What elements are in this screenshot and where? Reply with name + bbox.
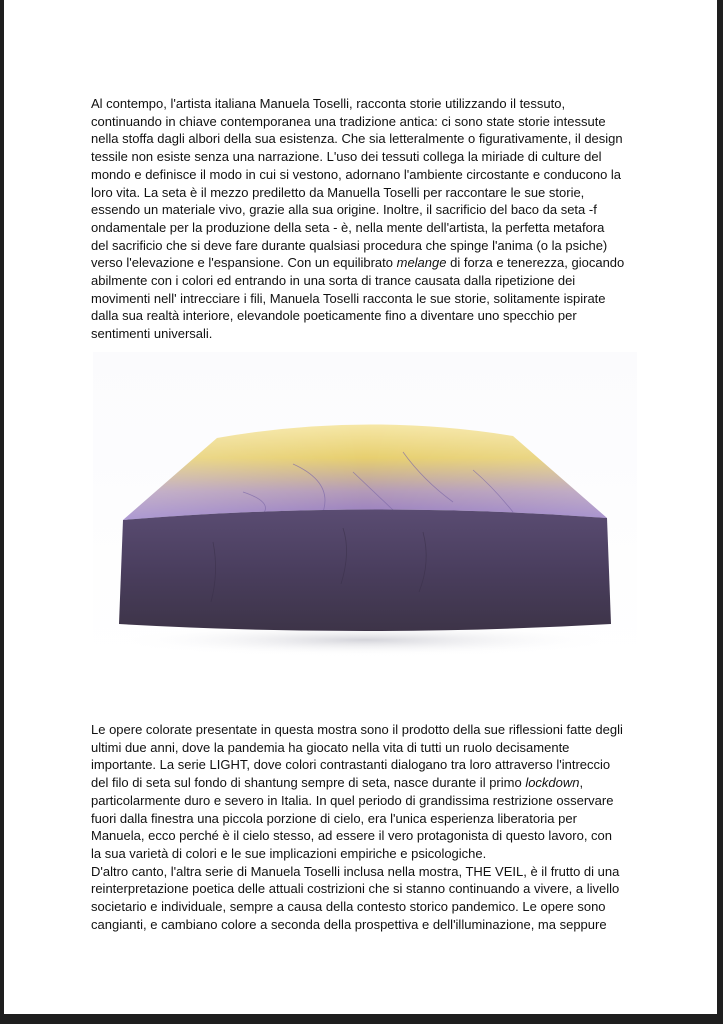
text-line: fuori dalla finestra una piccola porzione di cielo, era l'unica esperienza liberatoria per	[91, 810, 577, 826]
italic-term-lockdown: lockdown	[525, 775, 580, 791]
text-line: ultimi due anni, dove la pandemia ha giocato nella vita di tutti un ruolo decisamente	[91, 739, 570, 755]
text-line: Manuela, ecco perché è il cielo stesso, ad essere il vero protagonista di questo lavoro, con	[91, 828, 613, 844]
text-line: societario e individuale, sempre a causa della contesto storico pandemico. Le opere sono	[91, 899, 606, 915]
text-line: del sacrificio che si deve fare durante qualsiasi procedura che spinge l'anima (o la psiche)	[91, 237, 608, 253]
italic-term-melange: melange	[396, 255, 447, 271]
text-line: Al contempo, l'artista italiana Manuela Toselli, racconta storie utilizzando il tessuto,	[91, 96, 566, 111]
text-line: loro vita. La seta è il mezzo prediletto da Manuella Toselli per raccontare le sue storie,	[91, 184, 585, 200]
text-line: sentimenti universali.	[91, 326, 213, 342]
text-segment: ,	[579, 775, 584, 791]
text-line	[91, 254, 636, 272]
text-line: abilmente con i colori ed entrando in una sorta di trance causata dalla ripetizione dei	[91, 273, 576, 289]
document-page	[4, 0, 717, 1014]
text-line: continuando in chiave contemporanea una tradizione antica: ci sono state storie intessute	[91, 113, 606, 129]
text-line	[91, 774, 636, 792]
text-line: movimenti nell' intrecciare i fili, Manuela Toselli racconta le sue storie, solitamente ispirate	[91, 290, 606, 306]
text-segment: di forza e tenerezza, giocando	[446, 255, 625, 271]
text-segment: del filo di seta sul fondo di shantung sempre di seta, nasce durante il primo	[91, 775, 526, 791]
text-line: importante. La serie LIGHT, dove colori contrastanti dialogano tra loro attraverso l'intreccio	[91, 757, 611, 773]
text-line: reinterpretazione poetica delle attuali costrizioni che si stanno continuando a vivere, a livello	[91, 881, 620, 897]
artwork-photo	[93, 352, 637, 665]
front-side	[119, 509, 611, 631]
text-line: particolarmente duro e severo in Italia. In quel periodo di grandissima restrizione osservare	[91, 792, 614, 808]
paragraph-intro	[91, 95, 636, 343]
text-line: tessile non esiste senza una narrazione. L'uso dei tessuti collega la miriade di culture del	[91, 149, 602, 165]
paragraph-exhibition	[91, 721, 636, 933]
text-line: nella stoffa dagli albori della sua esistenza. Che sia letteralmente o figurativamente, il design	[91, 131, 623, 147]
text-line: Le opere colorate presentate in questa mostra sono il prodotto della sue riflessioni fatte degli	[91, 722, 623, 737]
text-line: cangianti, e cambiano colore a seconda della prospettiva e dell'illuminazione, ma seppure	[91, 916, 607, 932]
text-line: mondo e definisce il modo in cui si vestono, adornano l'ambiente circostante e conducono la	[91, 166, 622, 182]
text-line: essendo un materiale vivo, grazie alla sua origine. Inoltre, il sacrificio del baco da seta -f	[91, 202, 597, 218]
text-line: ondamentale per la produzione della seta - è, nella mente dell'artista, la perfetta metafora	[91, 219, 605, 235]
text-segment: verso l'elevazione e l'espansione. Con un equilibrato	[91, 255, 397, 271]
text-line: D'altro canto, l'altra serie di Manuela Toselli inclusa nella mostra, THE VEIL, è il frutto di una	[91, 863, 620, 879]
text-line: la sua varietà di colori e le sue implicazioni empiriche e psicologiche.	[91, 845, 487, 861]
text-line: dalla sua realtà interiore, elevandole poeticamente fino a diventare uno specchio per	[91, 308, 577, 324]
